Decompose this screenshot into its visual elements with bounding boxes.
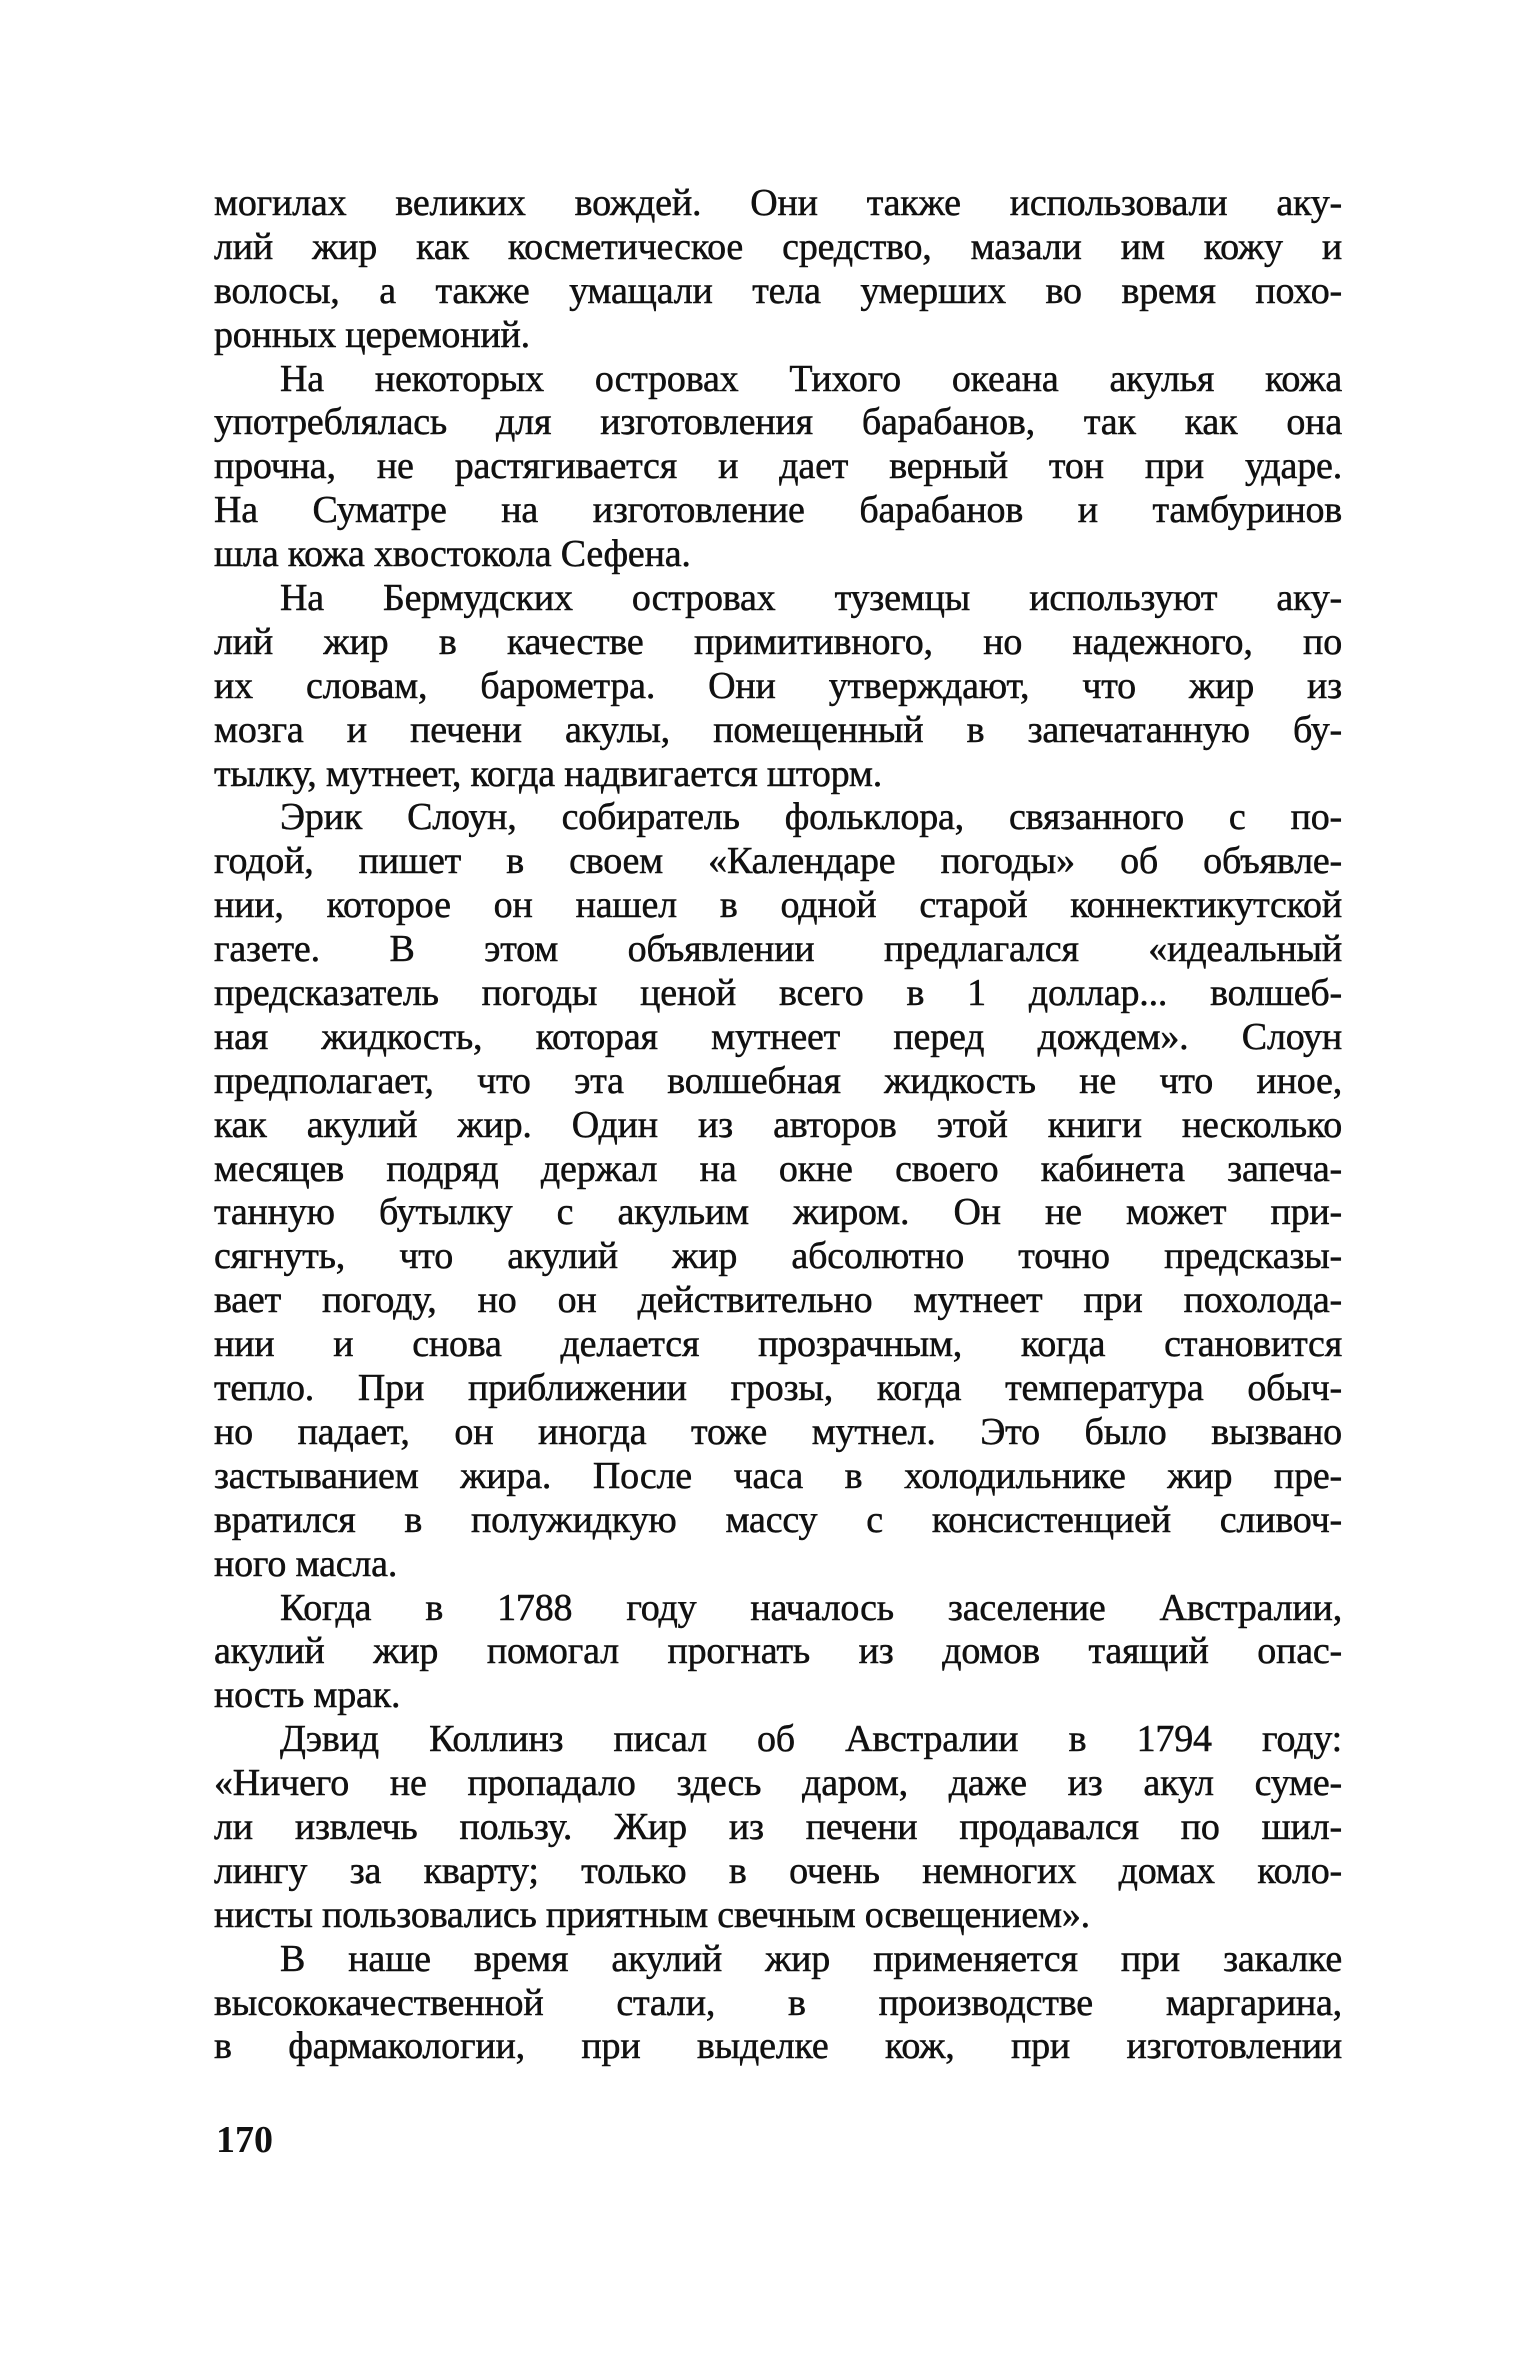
text-line: лий жир в качестве примитивного, но надежного, по bbox=[214, 620, 1342, 663]
paragraph bbox=[214, 1587, 1342, 1719]
text-line: ная жидкость, которая мутнеет перед дождем». Слоун bbox=[214, 1015, 1342, 1058]
text-line: волосы, а также умащали тела умерших во время похо- bbox=[214, 269, 1342, 312]
paragraph bbox=[214, 1938, 1342, 2070]
text-line: высококачественной стали, в производстве маргарина, bbox=[214, 1981, 1342, 2024]
text-line: предсказатель погоды ценой всего в 1 доллар... волшеб- bbox=[214, 972, 1342, 1015]
paragraph bbox=[214, 358, 1342, 577]
text-line: Эрик Слоун, собиратель фольклора, связанного с по- bbox=[280, 796, 1342, 839]
text-line: танную бутылку с акульим жиром. Он не может при- bbox=[214, 1191, 1342, 1234]
text-line: лий жир как косметическое средство, мазали им кожу и bbox=[214, 225, 1342, 268]
text-line: На некоторых островах Тихого океана акулья кожа bbox=[280, 357, 1342, 400]
text-line: нии и снова делается прозрачным, когда становится bbox=[214, 1323, 1342, 1366]
paragraph bbox=[214, 1718, 1342, 1937]
text-line: На Бермудских островах туземцы используют аку- bbox=[280, 577, 1342, 620]
text-line: в фармакологии, при выделке кож, при изготовлении bbox=[214, 2025, 1342, 2068]
text-line: тылку, мутнеет, когда надвигается шторм. bbox=[214, 752, 883, 795]
text-line: могилах великих вождей. Они также использовали аку- bbox=[214, 182, 1342, 224]
text-line: «Ничего не пропадало здесь даром, даже из акул суме- bbox=[214, 1762, 1342, 1805]
text-line: сягнуть, что акулий жир абсолютно точно предсказы- bbox=[214, 1235, 1342, 1278]
text-line: нии, которое он нашел в одной старой коннектикутской bbox=[214, 884, 1342, 927]
page-number: 170 bbox=[216, 2119, 273, 2161]
text-line: лингу за кварту; только в очень немногих домах коло- bbox=[214, 1849, 1342, 1892]
paragraph bbox=[214, 796, 1342, 1586]
text-line: мозга и печени акулы, помещенный в запечатанную бу- bbox=[214, 708, 1342, 751]
text-line: ли извлечь пользу. Жир из печени продавался по шил- bbox=[214, 1805, 1342, 1848]
text-line: прочна, не растягивается и дает верный тон при ударе. bbox=[214, 445, 1342, 488]
text-line: На Суматре на изготовление барабанов и тамбуринов bbox=[214, 489, 1342, 532]
text-line: как акулий жир. Один из авторов этой книги несколько bbox=[214, 1103, 1342, 1146]
text-line: ронных церемоний. bbox=[214, 313, 530, 356]
text-line: застыванием жира. После часа в холодильнике жир пре- bbox=[214, 1454, 1342, 1497]
text-line: годой, пишет в своем «Календаре погоды» об объявле- bbox=[214, 840, 1342, 883]
paragraph bbox=[214, 182, 1342, 358]
text-line: Когда в 1788 году началось заселение Австралии, bbox=[280, 1586, 1342, 1629]
text-line: В наше время акулий жир применяется при закалке bbox=[280, 1937, 1342, 1980]
text-line: акулий жир помогал прогнать из домов таящий опас- bbox=[214, 1630, 1342, 1673]
paragraph bbox=[214, 577, 1342, 796]
book-page-text bbox=[214, 182, 1342, 2069]
text-line: газете. В этом объявлении предлагался «идеальный bbox=[214, 928, 1342, 971]
text-line: Дэвид Коллинз писал об Австралии в 1794 году: bbox=[280, 1718, 1342, 1761]
text-line: вает погоду, но он действительно мутнеет при похолода- bbox=[214, 1279, 1342, 1322]
text-line: вратился в полужидкую массу с консистенцией сливоч- bbox=[214, 1498, 1342, 1541]
text-line: тепло. При приближении грозы, когда температура обыч- bbox=[214, 1367, 1342, 1410]
text-line: нисты пользовались приятным свечным освещением». bbox=[214, 1893, 1090, 1936]
text-line: ность мрак. bbox=[214, 1674, 401, 1717]
text-line: употреблялась для изготовления барабанов, так как она bbox=[214, 401, 1342, 444]
text-line: ного масла. bbox=[214, 1542, 398, 1585]
text-line: месяцев подряд держал на окне своего кабинета запеча- bbox=[214, 1147, 1342, 1190]
text-line: их словам, барометра. Они утверждают, что жир из bbox=[214, 664, 1342, 707]
text-line: но падает, он иногда тоже мутнел. Это было вызвано bbox=[214, 1410, 1342, 1453]
text-line: предполагает, что эта волшебная жидкость не что иное, bbox=[214, 1059, 1342, 1102]
text-line: шла кожа хвостокола Сефена. bbox=[214, 533, 691, 576]
